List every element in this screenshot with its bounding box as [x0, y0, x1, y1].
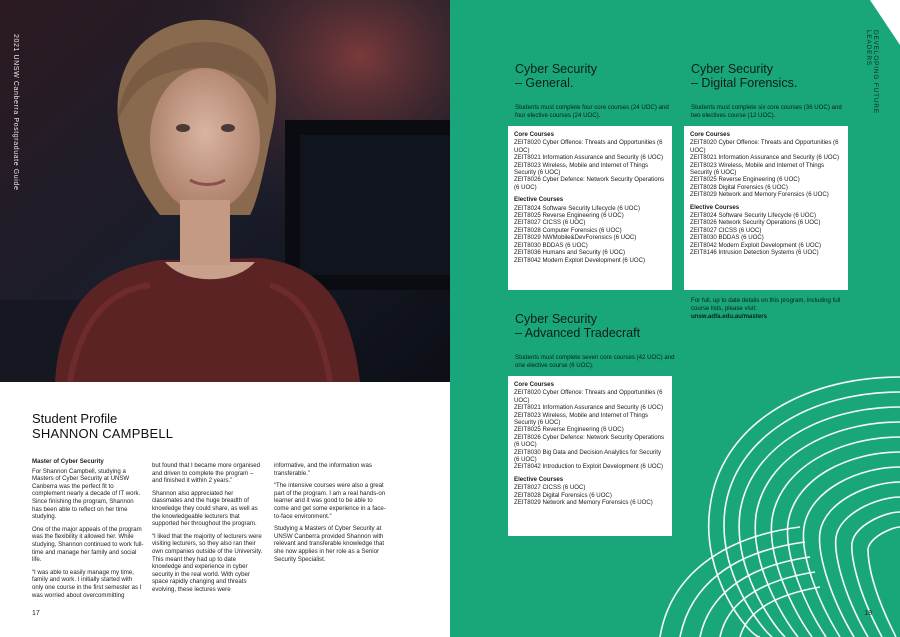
course-item: ZEIT8024 Software Security Lifecycle (6 UOC)	[690, 212, 816, 220]
title-line: – Digital Forensics.	[691, 76, 798, 90]
masters-website-link[interactable]: unsw.adfa.edu.au/masters	[691, 313, 767, 320]
advanced-intro: Students must complete seven core courses (42 UOC) and one elective course (6 UOC).	[515, 354, 675, 369]
title-line: Cyber Security	[515, 62, 597, 76]
page-number-left: 17	[32, 610, 40, 617]
title-line: Cyber Security	[515, 312, 597, 326]
forensics-section-title	[691, 62, 797, 90]
paragraph: “The intensive courses were also a great part of the program. I am a real hands-on learner and it was good to be able to come and get some experience in a face-to-face environment.”	[274, 482, 386, 520]
course-item: ZEIT8030 Big Data and Decision Analytics for Security (6 UOC)	[514, 448, 661, 464]
course-item: ZEIT8027 CICSS (6 UOC)	[514, 219, 586, 227]
paragraph: Studying a Masters of Cyber Security at UNSW Canberra provided Shannon with relevant and transferable knowledge that she now applies in her role as a Senior Security Specialist.	[274, 525, 385, 563]
title-line: – Advanced Tradecraft	[515, 326, 641, 340]
core-courses-heading: Core Courses	[514, 381, 554, 388]
right-page	[450, 0, 900, 637]
general-section-title	[515, 62, 597, 90]
core-course-list	[690, 139, 843, 198]
forensics-intro: Students must complete six core courses (36 UOC) and two electives course (12 UOC).	[691, 104, 842, 119]
course-item: ZEIT8029 Network and Memory Forensics (6 UOC)	[514, 499, 653, 507]
paragraph: For Shannon Campbell, studying a Masters of Cyber Security at UNSW Canberra was the perfect fit to complement nearly a decade of IT work. Since finishing the program, Shannon has been able to reflect on her time studying.	[32, 467, 141, 521]
course-item: ZEIT8028 Digital Forensics (6 UOC)	[514, 491, 612, 499]
course-item: ZEIT8029 NWMobile&DevForensics (6 UOC)	[514, 234, 637, 242]
course-item: ZEIT8023 Wireless, Mobile and Internet of Things Security (6 UOC)	[690, 161, 825, 177]
note-text: For full, up to date details on this program, including full course lists, please visit:	[691, 297, 841, 312]
course-item: ZEIT8042 Modern Exploit Development (6 UOC)	[690, 241, 822, 249]
course-item: ZEIT8021 Information Assurance and Security (6 UOC)	[690, 154, 840, 162]
profile-kicker: Student Profile	[32, 411, 118, 426]
course-item: ZEIT8036 Humans and Security (6 UOC)	[514, 249, 626, 257]
advanced-section-title	[515, 312, 640, 340]
title-line: Cyber Security	[691, 62, 773, 76]
course-item: ZEIT8020 Cyber Offence: Threats and Opportunities (6 UOC)	[690, 139, 839, 154]
course-item: ZEIT8021 Information Assurance and Security (6 UOC)	[514, 404, 664, 412]
core-course-list	[514, 139, 667, 191]
core-course-list	[514, 389, 667, 470]
page-number-right: 18	[864, 610, 872, 617]
elective-course-list	[514, 484, 667, 506]
program-details-note	[691, 297, 841, 321]
course-item: ZEIT8024 Software Security Lifecycle (6 UOC)	[514, 204, 640, 212]
course-item: ZEIT8029 Network and Memory Forensics (6 UOC)	[690, 191, 829, 199]
elective-course-list	[690, 212, 843, 256]
paragraph: One of the major appeals of the program was the flexibility it allowed her. While studying, Shannon continued to work full-time and manage her family and social life.	[32, 525, 144, 564]
student-portrait-photo	[0, 0, 450, 382]
paragraph: “I liked that the majority of lecturers were visiting lecturers, so they also ran their own companies outside of the University. This meant they had up to date knowledge and experience in cyber security in the real world. With cyber space rapidly changing and threats evolving, these lectures were	[152, 532, 263, 593]
course-item: ZEIT8026 Cyber Defence: Network Security Operations (6 UOC)	[514, 176, 665, 191]
portrait-illustration	[0, 0, 450, 382]
course-item: ZEIT8021 Information Assurance and Security (6 UOC)	[514, 154, 664, 162]
paragraph: Shannon also appreciated her classmates and the huge breadth of knowledge they could share, as well as the knowledgeable lecturers that supported her throughout the program.	[152, 489, 258, 528]
course-item: ZEIT8025 Reverse Engineering (6 UOC)	[514, 426, 624, 434]
course-item: ZEIT8026 Network Security Operations (6 UOC)	[690, 219, 821, 227]
course-item: ZEIT8025 Reverse Engineering (6 UOC)	[690, 176, 800, 184]
profile-column-3	[274, 462, 386, 568]
elective-courses-heading: Elective Courses	[690, 203, 740, 211]
vertical-guide-label: 2021 UNSW Canberra Postgraduate Guide	[12, 34, 19, 191]
general-intro: Students must complete four core courses (24 UOC) and four elective courses (24 UOC).	[515, 104, 669, 119]
advanced-course-card	[508, 376, 672, 536]
course-item: ZEIT8026 Cyber Defence: Network Security Operations (6 UOC)	[514, 433, 665, 449]
forensics-course-card	[684, 126, 848, 290]
elective-courses-heading: Elective Courses	[514, 475, 564, 483]
paragraph: “I was able to easily manage my time, family and work. I initially started with only one course in the first semester as I was worried about overcommitting	[32, 568, 142, 599]
course-item: ZEIT8030 BDDAS (6 UOC)	[690, 234, 764, 242]
course-item: ZEIT8028 Digital Forensics (6 UOC)	[690, 183, 788, 191]
core-courses-heading: Core Courses	[690, 131, 730, 138]
paragraph: but found that I became more organised and driven to complete the program – and finished it within 2 years.”	[152, 462, 261, 485]
general-course-card	[508, 126, 672, 290]
profile-heading	[32, 411, 173, 441]
paragraph: informative, and the information was transferable.”	[274, 462, 372, 477]
course-item: ZEIT8025 Reverse Engineering (6 UOC)	[514, 212, 624, 220]
profile-column-2	[152, 462, 264, 599]
title-line: – General.	[515, 76, 574, 90]
course-item: ZEIT8027 CICSS (6 UOC)	[690, 226, 762, 234]
course-item: ZEIT8020 Cyber Offence: Threats and Opportunities (6 UOC)	[514, 139, 663, 154]
profile-column-1	[32, 458, 144, 604]
course-item: ZEIT8028 Computer Forensics (6 UOC)	[514, 226, 622, 234]
course-item: ZEIT8146 Intrusion Detection Systems (6 UOC)	[690, 249, 819, 257]
course-item: ZEIT8042 Introduction to Exploit Development (6 UOC)	[514, 463, 664, 471]
course-item: ZEIT8020 Cyber Offence: Threats and Opportunities (6 UOC)	[514, 389, 663, 404]
elective-course-list	[514, 205, 667, 264]
course-item: ZEIT8027 CICSS (6 UOC)	[514, 484, 586, 492]
course-item: ZEIT8030 BDDAS (6 UOC)	[514, 241, 588, 249]
core-courses-heading: Core Courses	[514, 131, 554, 138]
elective-courses-heading: Elective Courses	[514, 196, 564, 204]
column-subheading: Master of Cyber Security	[32, 458, 104, 465]
course-item: ZEIT8042 Modern Exploit Development (6 UOC)	[514, 256, 646, 264]
course-item: ZEIT8023 Wireless, Mobile and Internet of Things Security (6 UOC)	[514, 161, 649, 177]
profile-name: SHANNON CAMPBELL	[32, 426, 174, 441]
course-item: ZEIT8023 Wireless, Mobile and Internet of Things Security (6 UOC)	[514, 411, 649, 427]
vertical-tagline: DEVELOPING FUTURE LEADERS	[865, 30, 879, 115]
